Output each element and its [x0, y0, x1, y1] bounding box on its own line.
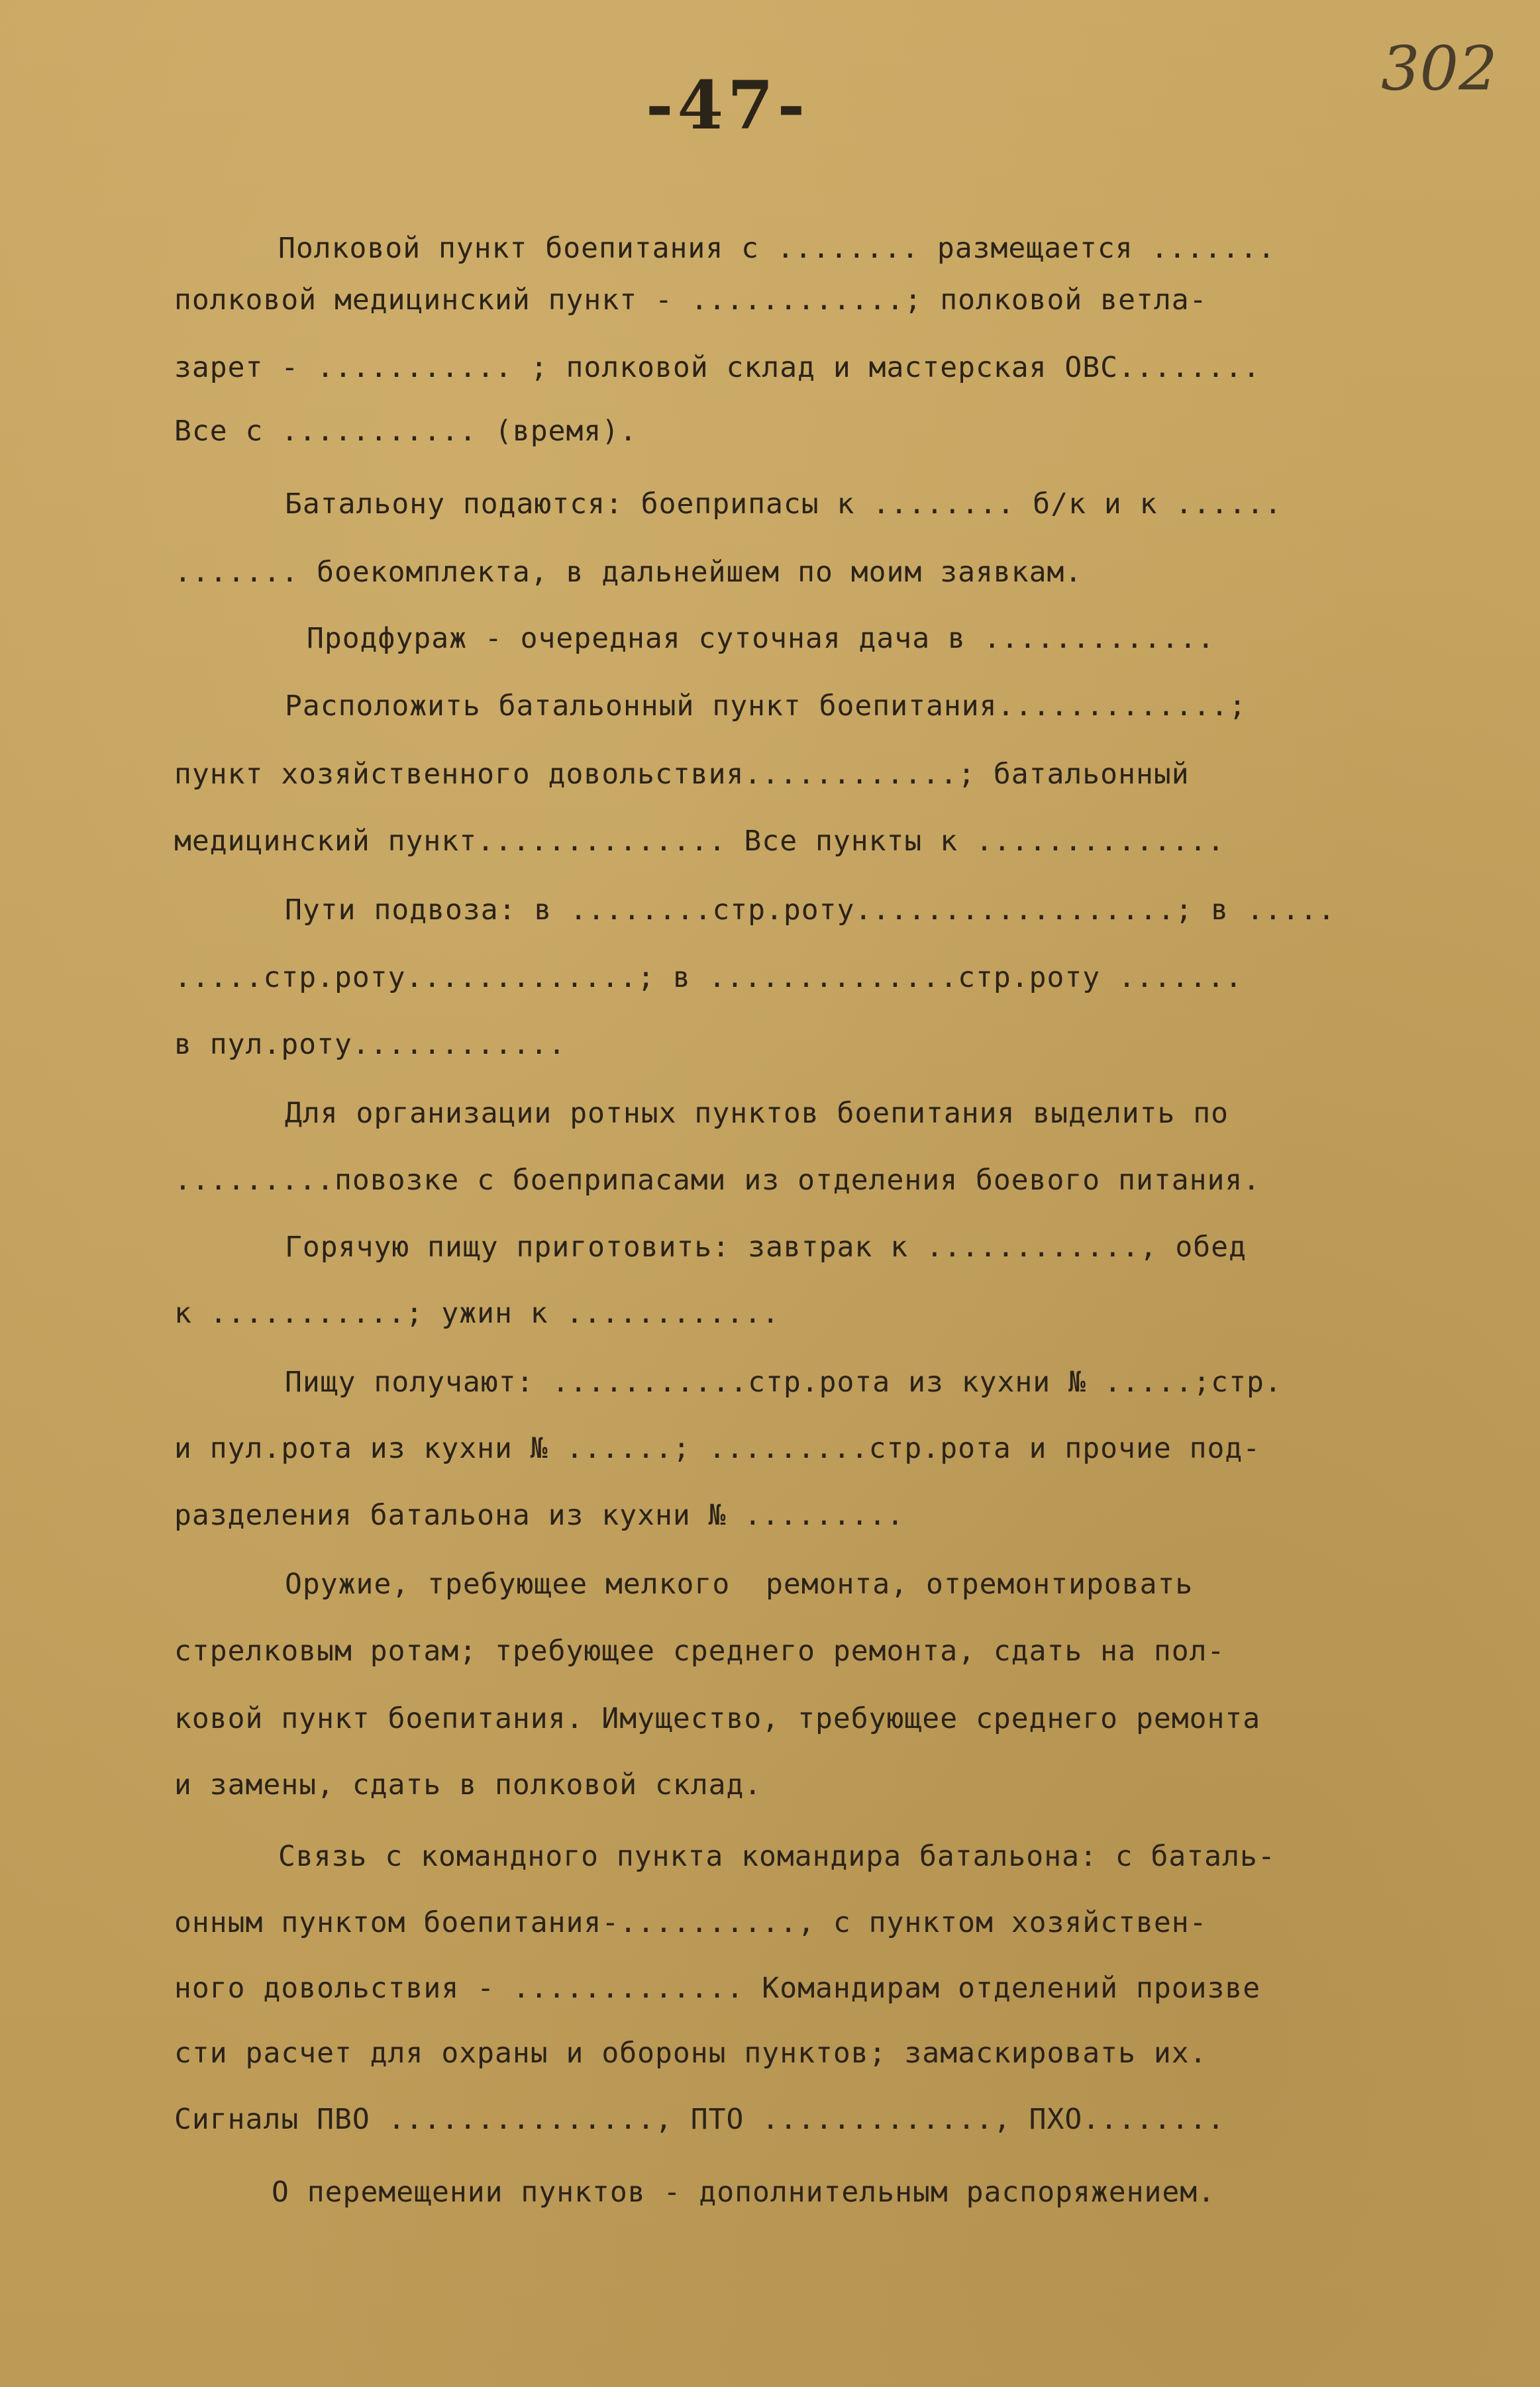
text-line: .........повозке с боеприпасами из отделения боевого питания. [174, 1164, 1261, 1197]
text-line: Пищу получают: ...........стр.рота из кухни № .....;стр. [285, 1366, 1282, 1399]
text-line: .....стр.роту.............; в ..............стр.роту ....... [174, 961, 1243, 994]
text-line: зарет - ........... ; полковой склад и мастерская ОВС........ [174, 351, 1261, 384]
text-line: Связь с командного пункта командира батальона: с баталь- [278, 1840, 1276, 1873]
text-line: онным пунктом боепитания-.........., с пунктом хозяйствен- [174, 1906, 1207, 1939]
text-line: Расположить батальонный пункт боепитания.............; [285, 689, 1247, 723]
text-line: стрелковым ротам; требующее среднего ремонта, сдать на пол- [174, 1635, 1225, 1668]
text-line: Все с ........... (время). [174, 415, 638, 448]
text-line: Батальону подаются: боеприпасы к ........ б/к и к ...... [285, 487, 1282, 521]
archive-number: 302 [1381, 33, 1498, 104]
text-line: Горячую пищу приготовить: завтрак к ............, обед [285, 1231, 1247, 1264]
text-line: разделения батальона из кухни № ......... [174, 1499, 905, 1532]
text-line: Сигналы ПВО ..............., ПТО ............., ПХО........ [174, 2103, 1225, 2136]
text-line: полковой медицинский пункт - ............; полковой ветла- [174, 283, 1207, 317]
text-line: медицинский пункт.............. Все пункты к .............. [174, 825, 1225, 858]
text-line: ковой пункт боепитания. Имущество, требующее среднего ремонта [174, 1702, 1261, 1735]
text-line: Оружие, требующее мелкого ремонта, отремонтировать [285, 1568, 1194, 1601]
text-line: ....... боекомплекта, в дальнейшем по моим заявкам. [174, 556, 1083, 589]
text-line: Продфураж - очередная суточная дача в ............. [307, 622, 1215, 655]
text-line: Полковой пункт боепитания с ........ размещается ....... [278, 232, 1276, 265]
text-line: ного довольствия - ............. Командирам отделений произве [174, 1972, 1261, 2005]
text-line: к ...........; ужин к ............ [174, 1297, 780, 1330]
page-number: -47- [646, 66, 809, 144]
text-line: Пути подвоза: в ........стр.роту..................; в ..... [285, 893, 1336, 927]
text-line: сти расчет для охраны и обороны пунктов; замаскировать их. [174, 2037, 1207, 2070]
text-line: в пул.роту............ [174, 1028, 566, 1061]
text-line: О перемещении пунктов - дополнительным распоряжением. [272, 2176, 1216, 2209]
text-line: и пул.рота из кухни № ......; .........стр.рота и прочие под- [174, 1432, 1261, 1465]
text-line: Для организации ротных пунктов боепитания выделить по [285, 1097, 1229, 1130]
text-line: пункт хозяйственного довольствия............; батальонный [174, 758, 1190, 791]
text-line: и замены, сдать в полковой склад. [174, 1768, 762, 1802]
